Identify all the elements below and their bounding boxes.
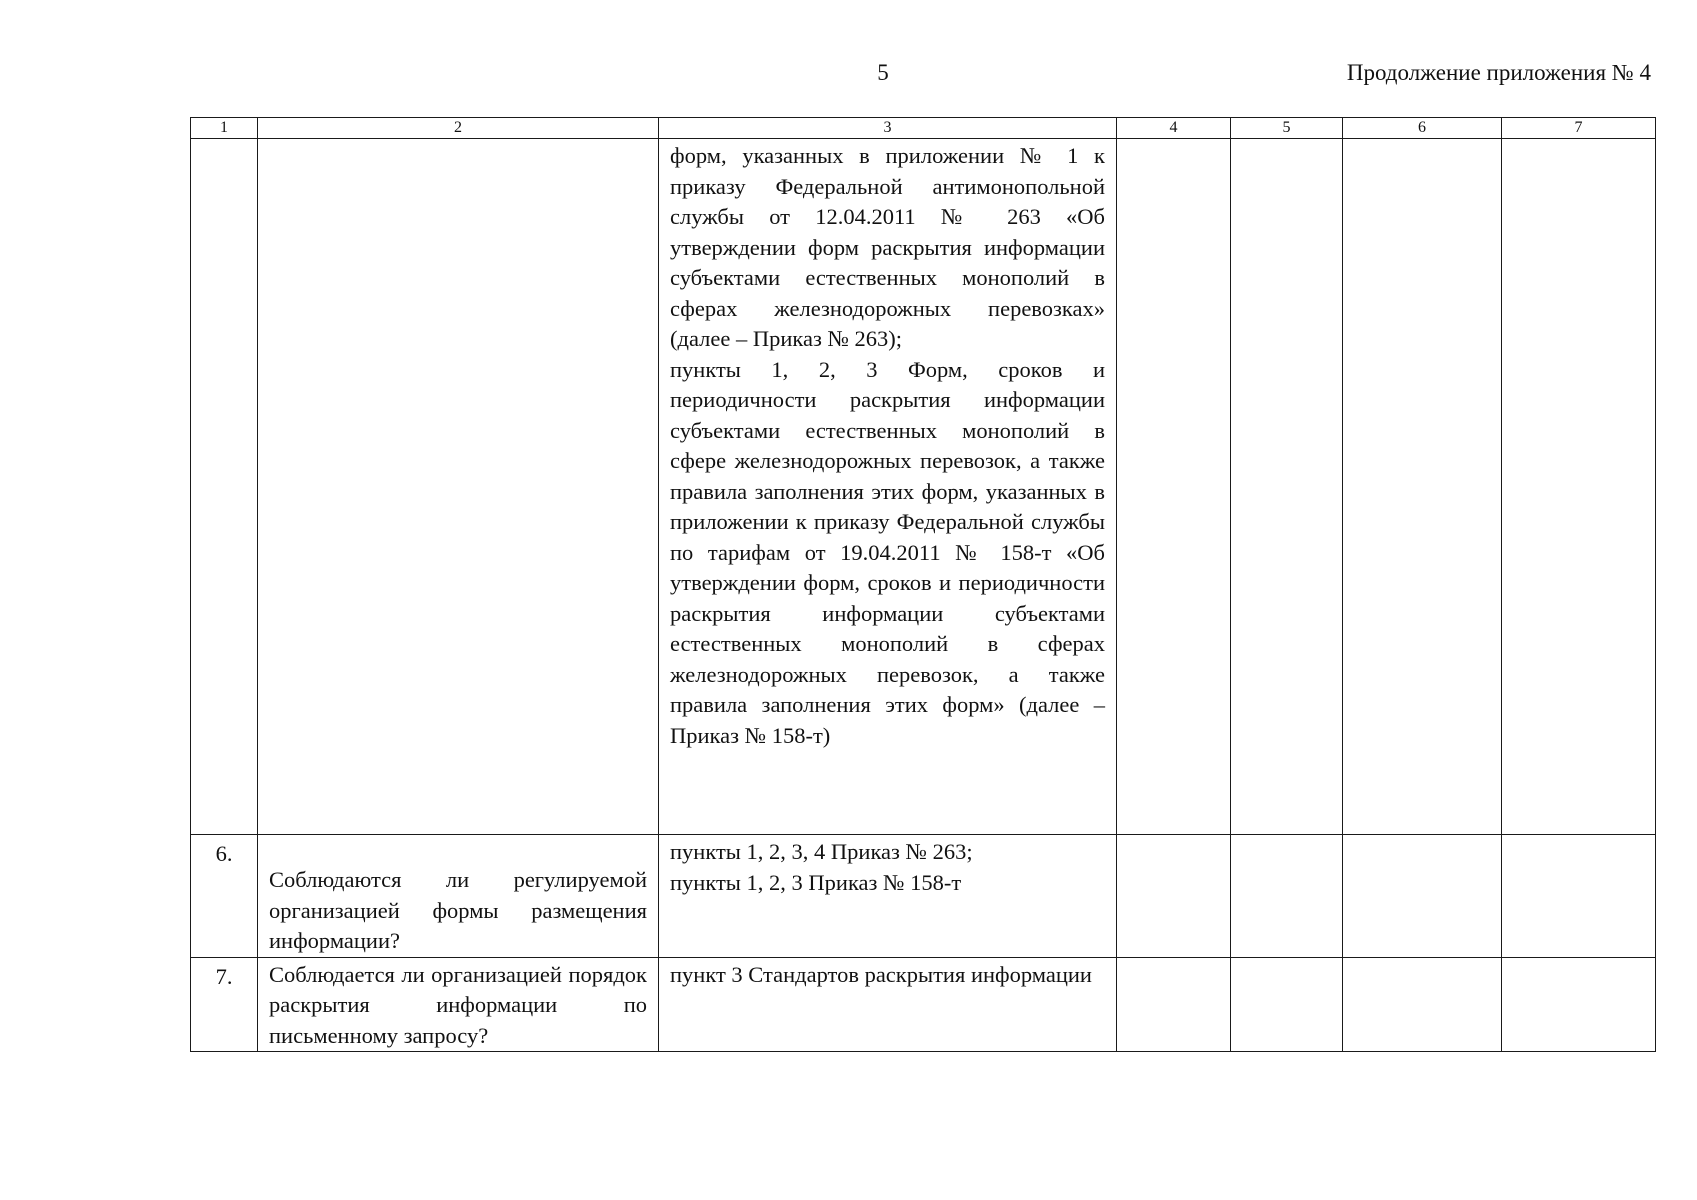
empty-cell-col-4 bbox=[1117, 139, 1231, 835]
empty-cell-col-5 bbox=[1231, 957, 1343, 1052]
header-row bbox=[191, 118, 1656, 139]
empty-cell-col-7 bbox=[1502, 957, 1656, 1052]
legal-basis-cell bbox=[659, 139, 1117, 835]
question-cell: Соблюдается ли организацией порядок раскрытия информации по письменному запросу? bbox=[258, 957, 659, 1052]
empty-cell-col-6 bbox=[1343, 139, 1502, 835]
row-number-cell: 7. bbox=[191, 957, 258, 1052]
header-col-2: 2 bbox=[258, 118, 659, 139]
header-col-6: 6 bbox=[1343, 118, 1502, 139]
table-row bbox=[191, 957, 1656, 1052]
legal-basis-cell bbox=[659, 835, 1117, 958]
legal-basis-paragraph: пункты 1, 2, 3, 4 Приказ № 263; bbox=[670, 839, 973, 864]
header-col-4: 4 bbox=[1117, 118, 1231, 139]
header-col-7: 7 bbox=[1502, 118, 1656, 139]
empty-cell-col-7 bbox=[1502, 835, 1656, 958]
legal-basis-paragraph: пункт 3 Стандартов раскрытия информации bbox=[670, 961, 1092, 987]
empty-cell-col-6 bbox=[1343, 957, 1502, 1052]
header-col-1: 1 bbox=[191, 118, 258, 139]
row-number-cell: 6. bbox=[191, 835, 258, 958]
empty-cell-col-4 bbox=[1117, 835, 1231, 958]
table-row bbox=[191, 139, 1656, 835]
empty-cell-col-5 bbox=[1231, 835, 1343, 958]
empty-cell-col-5 bbox=[1231, 139, 1343, 835]
legal-basis-paragraph: пункты 1, 2, 3 Форм, сроков и периодичности раскрытия информации субъектами естественных монополий в сфере железнодорожных перевозок, а также правила заполнения этих форм, указанных в приложении к приказу Федеральной службы по тарифам от 19.04.2011 № 158-т «Об утверждении форм, сроков и периодичности раскрытия информации субъектами естественных монополий в сферах железнодорожных перевозок, а также правила заполнения этих форм» (далее – Приказ № 158-т) bbox=[670, 356, 1105, 748]
question-cell: Соблюдаются ли регулируемой организацией формы размещения информации? bbox=[258, 835, 659, 958]
header-col-3: 3 bbox=[659, 118, 1117, 139]
empty-cell-col-7 bbox=[1502, 139, 1656, 835]
checklist-table bbox=[190, 117, 1656, 1052]
question-cell bbox=[258, 139, 659, 835]
header-col-5: 5 bbox=[1231, 118, 1343, 139]
legal-basis-cell bbox=[659, 957, 1117, 1052]
appendix-continuation-label: Продолжение приложения № 4 bbox=[1346, 60, 1651, 85]
page-number: 5 bbox=[877, 60, 889, 85]
legal-basis-paragraph: форм, указанных в приложении № 1 к приказу Федеральной антимонопольной службы от 12.04.2011 № 263 «Об утверждении форм раскрытия информации субъектами естественных монополий в сферах железнодорожных перевозках» (далее – Приказ № 263); bbox=[670, 143, 1105, 351]
empty-cell-col-6 bbox=[1343, 835, 1502, 958]
empty-cell-col-4 bbox=[1117, 957, 1231, 1052]
table-row bbox=[191, 835, 1656, 958]
legal-basis-paragraph: пункты 1, 2, 3 Приказ № 158-т bbox=[670, 869, 962, 895]
row-number-cell bbox=[191, 139, 258, 835]
